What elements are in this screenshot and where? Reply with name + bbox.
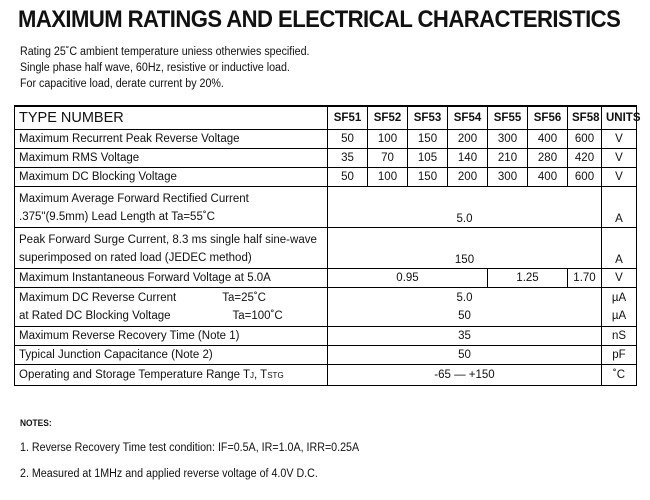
table-row bbox=[15, 269, 637, 288]
value-cell: 400 bbox=[528, 130, 568, 149]
value-cell: 1.70 bbox=[568, 269, 602, 288]
param-ifsm-line1: Peak Forward Surge Current, 8.3 ms single half sine-wave bbox=[19, 234, 317, 246]
table-header-row bbox=[15, 106, 637, 130]
param-temp-sub-j: J bbox=[250, 371, 254, 380]
value-cell: 280 bbox=[528, 149, 568, 168]
param-cj: Typical Junction Capacitance (Note 2) bbox=[15, 346, 328, 365]
value-cell: 300 bbox=[488, 168, 528, 187]
table-row bbox=[15, 187, 637, 228]
param-ir-line2: at Rated DC Blocking Voltage bbox=[19, 310, 171, 322]
rating-conditions bbox=[20, 44, 310, 92]
unit-cell: nS bbox=[602, 327, 637, 346]
value-cell: 600 bbox=[568, 168, 602, 187]
param-temp bbox=[15, 365, 328, 386]
param-temp-text: Operating and Storage Temperature Range T bbox=[19, 369, 250, 381]
value-cell: 50 bbox=[328, 346, 602, 365]
param-io-line1: Maximum Average Forward Rectified Current bbox=[19, 193, 249, 205]
param-vrms: Maximum RMS Voltage bbox=[15, 149, 328, 168]
header-type: SF58 bbox=[568, 106, 602, 130]
value-cell: 200 bbox=[448, 130, 488, 149]
header-type-number: TYPE NUMBER bbox=[15, 106, 328, 130]
value-cell: 35 bbox=[328, 327, 602, 346]
unit-ir-100: µA bbox=[611, 310, 627, 322]
unit-cell: ˚C bbox=[602, 365, 637, 386]
param-vrrm: Maximum Recurrent Peak Reverse Voltage bbox=[15, 130, 328, 149]
value-cell: 150 bbox=[408, 130, 448, 149]
value-cell: -65 — +150 bbox=[328, 365, 602, 386]
rating-condition-line: For capacitive load, derate current by 20%. bbox=[20, 78, 224, 90]
rating-condition-line: Single phase half wave, 60Hz, resistive or inductive load. bbox=[20, 62, 290, 74]
param-io bbox=[15, 187, 328, 228]
table-row bbox=[15, 228, 637, 269]
header-type: SF53 bbox=[408, 106, 448, 130]
table-row bbox=[15, 327, 637, 346]
table-row bbox=[15, 346, 637, 365]
param-vf: Maximum Instantaneous Forward Voltage at 5.0A bbox=[15, 269, 328, 288]
param-ifsm-line2: superimposed on rated load (JEDEC method) bbox=[19, 252, 252, 264]
value-cell: 100 bbox=[368, 168, 408, 187]
table-row bbox=[15, 288, 637, 327]
ratings-table bbox=[14, 105, 641, 386]
value-cell: 105 bbox=[408, 149, 448, 168]
unit-cell bbox=[602, 288, 637, 327]
param-ir-cond2: Ta=100˚C bbox=[232, 310, 283, 322]
notes-heading: NOTES: bbox=[20, 418, 52, 428]
value-cell bbox=[328, 288, 602, 327]
table-row bbox=[15, 168, 637, 187]
unit-cell: V bbox=[602, 168, 637, 187]
value-cell: 50 bbox=[328, 130, 368, 149]
param-io-line2: .375"(9.5mm) Lead Length at Ta=55˚C bbox=[19, 211, 215, 223]
header-type: SF54 bbox=[448, 106, 488, 130]
param-ir bbox=[15, 288, 328, 327]
param-ir-cond1: Ta=25˚C bbox=[222, 292, 266, 304]
param-vdc: Maximum DC Blocking Voltage bbox=[15, 168, 328, 187]
header-type: SF55 bbox=[488, 106, 528, 130]
note-item: 2. Measured at 1MHz and applied reverse voltage of 4.0V D.C. bbox=[20, 468, 318, 480]
value-cell: 0.95 bbox=[328, 269, 488, 288]
unit-cell: pF bbox=[602, 346, 637, 365]
value-cell: 50 bbox=[328, 168, 368, 187]
value-cell: 70 bbox=[368, 149, 408, 168]
value-cell: 5.0 bbox=[328, 187, 602, 228]
unit-cell: A bbox=[602, 228, 637, 269]
table-row bbox=[15, 149, 637, 168]
header-type: SF56 bbox=[528, 106, 568, 130]
value-cell: 100 bbox=[368, 130, 408, 149]
value-cell: 150 bbox=[328, 228, 602, 269]
param-ifsm bbox=[15, 228, 328, 269]
unit-ir-25: µA bbox=[611, 292, 627, 304]
value-cell: 400 bbox=[528, 168, 568, 187]
param-temp-sep: , T bbox=[254, 369, 268, 381]
value-cell: 35 bbox=[328, 149, 368, 168]
unit-cell: V bbox=[602, 130, 637, 149]
value-cell: 200 bbox=[448, 168, 488, 187]
page-title: MAXIMUM RATINGS AND ELECTRICAL CHARACTERISTICS bbox=[18, 6, 621, 33]
table-row bbox=[15, 365, 637, 386]
unit-cell: A bbox=[602, 187, 637, 228]
param-temp-sub-stg: STG bbox=[267, 371, 284, 380]
table-row bbox=[15, 130, 637, 149]
value-ir-25: 5.0 bbox=[456, 292, 473, 304]
value-cell: 600 bbox=[568, 130, 602, 149]
value-cell: 210 bbox=[488, 149, 528, 168]
value-cell: 420 bbox=[568, 149, 602, 168]
value-cell: 150 bbox=[408, 168, 448, 187]
unit-cell: V bbox=[602, 269, 637, 288]
notes-section bbox=[20, 418, 359, 494]
unit-cell: V bbox=[602, 149, 637, 168]
header-type: SF51 bbox=[328, 106, 368, 130]
header-type: SF52 bbox=[368, 106, 408, 130]
value-ir-100: 50 bbox=[458, 310, 471, 322]
note-item: 1. Reverse Recovery Time test condition: IF=0.5A, IR=1.0A, IRR=0.25A bbox=[20, 442, 360, 454]
value-cell: 1.25 bbox=[488, 269, 568, 288]
value-cell: 140 bbox=[448, 149, 488, 168]
value-cell: 300 bbox=[488, 130, 528, 149]
header-units: UNITS bbox=[602, 106, 637, 130]
rating-condition-line: Rating 25˚C ambient temperature uniess otherwies specified. bbox=[20, 46, 310, 58]
param-trr: Maximum Reverse Recovery Time (Note 1) bbox=[15, 327, 328, 346]
param-ir-line1: Maximum DC Reverse Current bbox=[19, 292, 177, 304]
